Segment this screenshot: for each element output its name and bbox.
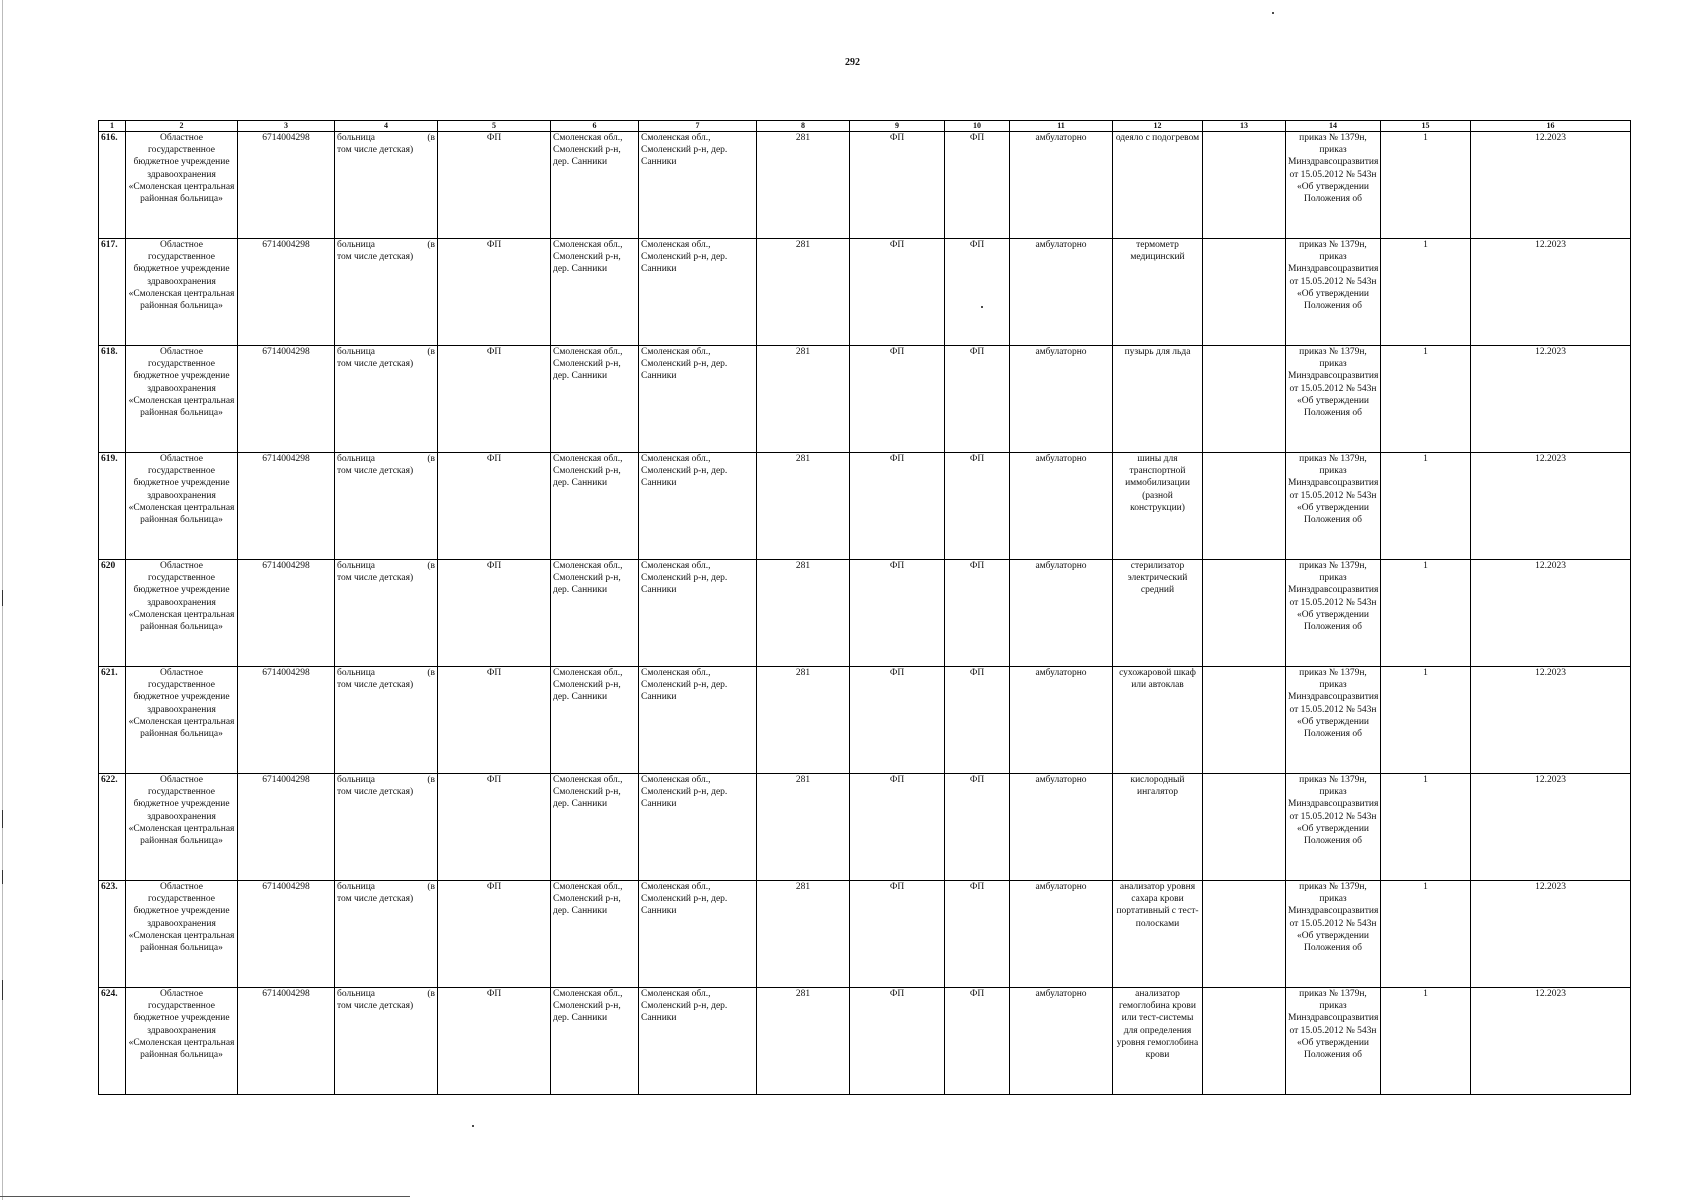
scan-mark bbox=[2, 870, 3, 884]
quantity-cell: 1 bbox=[1381, 667, 1471, 774]
column-9-cell: ФП bbox=[850, 667, 945, 774]
facility-type-detail: том числе детская) bbox=[337, 680, 414, 691]
column-13-cell bbox=[1203, 988, 1286, 1095]
address-cell: Смоленская обл., Смоленский р-н, дер. Санники bbox=[639, 346, 757, 453]
address-cell: Смоленская обл., Смоленский р-н, дер. Санники bbox=[551, 132, 639, 239]
facility-type-detail: том числе детская) bbox=[337, 1001, 414, 1012]
facility-type-main: больница bbox=[337, 240, 375, 250]
facility-type-cell bbox=[335, 881, 438, 988]
column-13-cell bbox=[1203, 239, 1286, 346]
inn-cell: 6714004298 bbox=[238, 132, 335, 239]
table-row bbox=[99, 132, 1631, 239]
facility-type-main: больница bbox=[337, 775, 375, 785]
date-cell: 12.2023 bbox=[1471, 774, 1631, 881]
table-row bbox=[99, 988, 1631, 1095]
order-reference-cell: приказ № 1379н, приказ Минздравсоцразвития от 15.05.2012 № 543н «Об утверждении Положения об bbox=[1286, 881, 1381, 988]
code-cell: 281 bbox=[757, 132, 850, 239]
facility-type-cell bbox=[335, 667, 438, 774]
code-cell: 281 bbox=[757, 560, 850, 667]
facility-type-paren: (в bbox=[427, 347, 435, 357]
facility-type-detail: том числе детская) bbox=[337, 145, 414, 156]
equipment-cell: стерилизатор электрический средний bbox=[1113, 560, 1203, 667]
address-cell: Смоленская обл., Смоленский р-н, дер. Санники bbox=[551, 881, 639, 988]
quantity-cell: 1 bbox=[1381, 774, 1471, 881]
column-13-cell bbox=[1203, 667, 1286, 774]
facility-type-cell bbox=[335, 774, 438, 881]
inn-cell: 6714004298 bbox=[238, 881, 335, 988]
date-cell: 12.2023 bbox=[1471, 988, 1631, 1095]
address-cell: Смоленская обл., Смоленский р-н, дер. Санники bbox=[639, 560, 757, 667]
facility-type-detail: том числе детская) bbox=[337, 359, 414, 370]
inn-cell: 6714004298 bbox=[238, 667, 335, 774]
organization-cell: Областное государственное бюджетное учреждение здравоохранения «Смоленская центральная районная больница» bbox=[126, 667, 238, 774]
address-cell: Смоленская обл., Смоленский р-н, дер. Санники bbox=[551, 774, 639, 881]
order-reference-cell: приказ № 1379н, приказ Минздравсоцразвития от 15.05.2012 № 543н «Об утверждении Положения об bbox=[1286, 774, 1381, 881]
organization-cell: Областное государственное бюджетное учреждение здравоохранения «Смоленская центральная районная больница» bbox=[126, 774, 238, 881]
column-10-cell: ФП bbox=[945, 667, 1010, 774]
code-cell: 281 bbox=[757, 453, 850, 560]
facility-type-paren: (в bbox=[427, 240, 435, 250]
bottom-rule bbox=[0, 1196, 410, 1197]
column-9-cell: ФП bbox=[850, 774, 945, 881]
facility-type-detail: том числе детская) bbox=[337, 252, 414, 263]
table-row bbox=[99, 667, 1631, 774]
date-cell: 12.2023 bbox=[1471, 881, 1631, 988]
column-5-cell: ФП bbox=[438, 667, 551, 774]
column-10-cell: ФП bbox=[945, 132, 1010, 239]
order-reference-cell: приказ № 1379н, приказ Минздравсоцразвития от 15.05.2012 № 543н «Об утверждении Положения об bbox=[1286, 453, 1381, 560]
column-10-cell: ФП bbox=[945, 453, 1010, 560]
code-cell: 281 bbox=[757, 774, 850, 881]
column-10-cell: ФП bbox=[945, 239, 1010, 346]
address-cell: Смоленская обл., Смоленский р-н, дер. Санники bbox=[639, 132, 757, 239]
order-reference-cell: приказ № 1379н, приказ Минздравсоцразвития от 15.05.2012 № 543н «Об утверждении Положения об bbox=[1286, 560, 1381, 667]
organization-cell: Областное государственное бюджетное учреждение здравоохранения «Смоленская центральная районная больница» bbox=[126, 560, 238, 667]
care-form-cell: амбулаторно bbox=[1010, 774, 1113, 881]
column-5-cell: ФП bbox=[438, 774, 551, 881]
date-cell: 12.2023 bbox=[1471, 239, 1631, 346]
facility-type-paren: (в bbox=[427, 775, 435, 785]
care-form-cell: амбулаторно bbox=[1010, 453, 1113, 560]
facility-type-detail: том числе детская) bbox=[337, 894, 414, 905]
column-header: 9 bbox=[850, 121, 945, 132]
care-form-cell: амбулаторно bbox=[1010, 132, 1113, 239]
row-number-cell: 622. bbox=[99, 774, 126, 881]
column-header: 5 bbox=[438, 121, 551, 132]
column-header: 7 bbox=[639, 121, 757, 132]
date-cell: 12.2023 bbox=[1471, 667, 1631, 774]
care-form-cell: амбулаторно bbox=[1010, 346, 1113, 453]
organization-cell: Областное государственное бюджетное учреждение здравоохранения «Смоленская центральная районная больница» bbox=[126, 239, 238, 346]
page-number: 292 bbox=[845, 57, 860, 68]
facility-type-main: больница bbox=[337, 347, 375, 357]
inn-cell: 6714004298 bbox=[238, 560, 335, 667]
address-cell: Смоленская обл., Смоленский р-н, дер. Санники bbox=[639, 774, 757, 881]
column-5-cell: ФП bbox=[438, 132, 551, 239]
date-cell: 12.2023 bbox=[1471, 453, 1631, 560]
quantity-cell: 1 bbox=[1381, 132, 1471, 239]
column-10-cell: ФП bbox=[945, 881, 1010, 988]
care-form-cell: амбулаторно bbox=[1010, 881, 1113, 988]
code-cell: 281 bbox=[757, 988, 850, 1095]
equipment-cell: кислородный ингалятор bbox=[1113, 774, 1203, 881]
column-9-cell: ФП bbox=[850, 346, 945, 453]
facility-type-paren: (в bbox=[427, 561, 435, 571]
facility-type-paren: (в bbox=[427, 133, 435, 143]
column-5-cell: ФП bbox=[438, 560, 551, 667]
facility-type-main: больница bbox=[337, 668, 375, 678]
code-cell: 281 bbox=[757, 346, 850, 453]
facility-type-detail: том числе детская) bbox=[337, 466, 414, 477]
column-10-cell: ФП bbox=[945, 988, 1010, 1095]
column-5-cell: ФП bbox=[438, 881, 551, 988]
column-header: 3 bbox=[238, 121, 335, 132]
facility-type-cell bbox=[335, 132, 438, 239]
row-number-cell: 619. bbox=[99, 453, 126, 560]
column-9-cell: ФП bbox=[850, 453, 945, 560]
column-header: 16 bbox=[1471, 121, 1631, 132]
row-number-cell: 620 bbox=[99, 560, 126, 667]
row-number-cell: 617. bbox=[99, 239, 126, 346]
quantity-cell: 1 bbox=[1381, 346, 1471, 453]
column-10-cell: ФП bbox=[945, 774, 1010, 881]
facility-type-cell bbox=[335, 346, 438, 453]
care-form-cell: амбулаторно bbox=[1010, 560, 1113, 667]
equipment-cell: анализатор уровня сахара крови портативный с тест-полосками bbox=[1113, 881, 1203, 988]
column-9-cell: ФП bbox=[850, 239, 945, 346]
organization-cell: Областное государственное бюджетное учреждение здравоохранения «Смоленская центральная районная больница» bbox=[126, 881, 238, 988]
facility-type-paren: (в bbox=[427, 668, 435, 678]
order-reference-cell: приказ № 1379н, приказ Минздравсоцразвития от 15.05.2012 № 543н «Об утверждении Положения об bbox=[1286, 132, 1381, 239]
facility-type-main: больница bbox=[337, 989, 375, 999]
date-cell: 12.2023 bbox=[1471, 346, 1631, 453]
column-5-cell: ФП bbox=[438, 453, 551, 560]
quantity-cell: 1 bbox=[1381, 881, 1471, 988]
column-header: 12 bbox=[1113, 121, 1203, 132]
column-13-cell bbox=[1203, 346, 1286, 453]
row-number-cell: 624. bbox=[99, 988, 126, 1095]
column-5-cell: ФП bbox=[438, 346, 551, 453]
date-cell: 12.2023 bbox=[1471, 132, 1631, 239]
facility-type-paren: (в bbox=[427, 989, 435, 999]
scan-dot bbox=[1272, 12, 1274, 14]
facility-type-cell bbox=[335, 988, 438, 1095]
column-header: 6 bbox=[551, 121, 639, 132]
column-header: 14 bbox=[1286, 121, 1381, 132]
address-cell: Смоленская обл., Смоленский р-н, дер. Санники bbox=[551, 346, 639, 453]
care-form-cell: амбулаторно bbox=[1010, 667, 1113, 774]
address-cell: Смоленская обл., Смоленский р-н, дер. Санники bbox=[639, 239, 757, 346]
column-header: 1 bbox=[99, 121, 126, 132]
address-cell: Смоленская обл., Смоленский р-н, дер. Санники bbox=[551, 453, 639, 560]
facility-type-main: больница bbox=[337, 454, 375, 464]
table-row bbox=[99, 239, 1631, 346]
facility-type-cell bbox=[335, 560, 438, 667]
column-5-cell: ФП bbox=[438, 988, 551, 1095]
quantity-cell: 1 bbox=[1381, 453, 1471, 560]
row-number-cell: 621. bbox=[99, 667, 126, 774]
facility-type-main: больница bbox=[337, 882, 375, 892]
date-cell: 12.2023 bbox=[1471, 560, 1631, 667]
equipment-cell: пузырь для льда bbox=[1113, 346, 1203, 453]
column-header: 2 bbox=[126, 121, 238, 132]
inn-cell: 6714004298 bbox=[238, 774, 335, 881]
column-13-cell bbox=[1203, 560, 1286, 667]
table-row bbox=[99, 560, 1631, 667]
column-header: 15 bbox=[1381, 121, 1471, 132]
organization-cell: Областное государственное бюджетное учреждение здравоохранения «Смоленская центральная районная больница» bbox=[126, 453, 238, 560]
equipment-cell: шины для транспортной иммобилизации (разной конструкции) bbox=[1113, 453, 1203, 560]
column-10-cell: ФП bbox=[945, 346, 1010, 453]
facility-type-main: больница bbox=[337, 561, 375, 571]
row-number-cell: 618. bbox=[99, 346, 126, 453]
order-reference-cell: приказ № 1379н, приказ Минздравсоцразвития от 15.05.2012 № 543н «Об утверждении Положения об bbox=[1286, 667, 1381, 774]
column-9-cell: ФП bbox=[850, 881, 945, 988]
table-row bbox=[99, 774, 1631, 881]
code-cell: 281 bbox=[757, 881, 850, 988]
table-header-row bbox=[99, 121, 1631, 132]
organization-cell: Областное государственное бюджетное учреждение здравоохранения «Смоленская центральная районная больница» bbox=[126, 132, 238, 239]
inn-cell: 6714004298 bbox=[238, 346, 335, 453]
table-row bbox=[99, 881, 1631, 988]
address-cell: Смоленская обл., Смоленский р-н, дер. Санники bbox=[551, 560, 639, 667]
care-form-cell: амбулаторно bbox=[1010, 988, 1113, 1095]
column-13-cell bbox=[1203, 132, 1286, 239]
column-9-cell: ФП bbox=[850, 132, 945, 239]
inn-cell: 6714004298 bbox=[238, 453, 335, 560]
column-header: 8 bbox=[757, 121, 850, 132]
equipment-cell: сухожаровой шкаф или автоклав bbox=[1113, 667, 1203, 774]
facility-type-main: больница bbox=[337, 133, 375, 143]
facility-type-paren: (в bbox=[427, 882, 435, 892]
address-cell: Смоленская обл., Смоленский р-н, дер. Санники bbox=[551, 667, 639, 774]
column-9-cell: ФП bbox=[850, 560, 945, 667]
row-number-cell: 616. bbox=[99, 132, 126, 239]
facility-type-detail: том числе детская) bbox=[337, 787, 414, 798]
facility-type-detail: том числе детская) bbox=[337, 573, 414, 584]
quantity-cell: 1 bbox=[1381, 988, 1471, 1095]
registry-table bbox=[98, 120, 1631, 1095]
equipment-cell: анализатор гемоглобина крови или тест-системы для определения уровня гемоглобина крови bbox=[1113, 988, 1203, 1095]
quantity-cell: 1 bbox=[1381, 239, 1471, 346]
column-9-cell: ФП bbox=[850, 988, 945, 1095]
scan-mark bbox=[2, 810, 3, 828]
facility-type-cell bbox=[335, 453, 438, 560]
code-cell: 281 bbox=[757, 667, 850, 774]
facility-type-paren: (в bbox=[427, 454, 435, 464]
column-13-cell bbox=[1203, 453, 1286, 560]
code-cell: 281 bbox=[757, 239, 850, 346]
row-number-cell: 623. bbox=[99, 881, 126, 988]
inn-cell: 6714004298 bbox=[238, 239, 335, 346]
care-form-cell: амбулаторно bbox=[1010, 239, 1113, 346]
column-13-cell bbox=[1203, 774, 1286, 881]
organization-cell: Областное государственное бюджетное учреждение здравоохранения «Смоленская центральная районная больница» bbox=[126, 988, 238, 1095]
order-reference-cell: приказ № 1379н, приказ Минздравсоцразвития от 15.05.2012 № 543н «Об утверждении Положения об bbox=[1286, 988, 1381, 1095]
table-row bbox=[99, 453, 1631, 560]
address-cell: Смоленская обл., Смоленский р-н, дер. Санники bbox=[639, 881, 757, 988]
inn-cell: 6714004298 bbox=[238, 988, 335, 1095]
column-5-cell: ФП bbox=[438, 239, 551, 346]
address-cell: Смоленская обл., Смоленский р-н, дер. Санники bbox=[639, 667, 757, 774]
address-cell: Смоленская обл., Смоленский р-н, дер. Санники bbox=[639, 988, 757, 1095]
organization-cell: Областное государственное бюджетное учреждение здравоохранения «Смоленская центральная районная больница» bbox=[126, 346, 238, 453]
column-header: 11 bbox=[1010, 121, 1113, 132]
scan-mark bbox=[2, 980, 3, 1000]
table-row bbox=[99, 346, 1631, 453]
facility-type-cell bbox=[335, 239, 438, 346]
address-cell: Смоленская обл., Смоленский р-н, дер. Санники bbox=[639, 453, 757, 560]
quantity-cell: 1 bbox=[1381, 560, 1471, 667]
equipment-cell: термометр медицинский bbox=[1113, 239, 1203, 346]
equipment-cell: одеяло с подогревом bbox=[1113, 132, 1203, 239]
address-cell: Смоленская обл., Смоленский р-н, дер. Санники bbox=[551, 988, 639, 1095]
scan-dot bbox=[472, 1125, 474, 1127]
column-header: 10 bbox=[945, 121, 1010, 132]
scan-mark bbox=[2, 590, 3, 606]
column-header: 13 bbox=[1203, 121, 1286, 132]
address-cell: Смоленская обл., Смоленский р-н, дер. Санники bbox=[551, 239, 639, 346]
column-10-cell: ФП bbox=[945, 560, 1010, 667]
order-reference-cell: приказ № 1379н, приказ Минздравсоцразвития от 15.05.2012 № 543н «Об утверждении Положения об bbox=[1286, 346, 1381, 453]
column-header: 4 bbox=[335, 121, 438, 132]
order-reference-cell: приказ № 1379н, приказ Минздравсоцразвития от 15.05.2012 № 543н «Об утверждении Положения об bbox=[1286, 239, 1381, 346]
column-13-cell bbox=[1203, 881, 1286, 988]
